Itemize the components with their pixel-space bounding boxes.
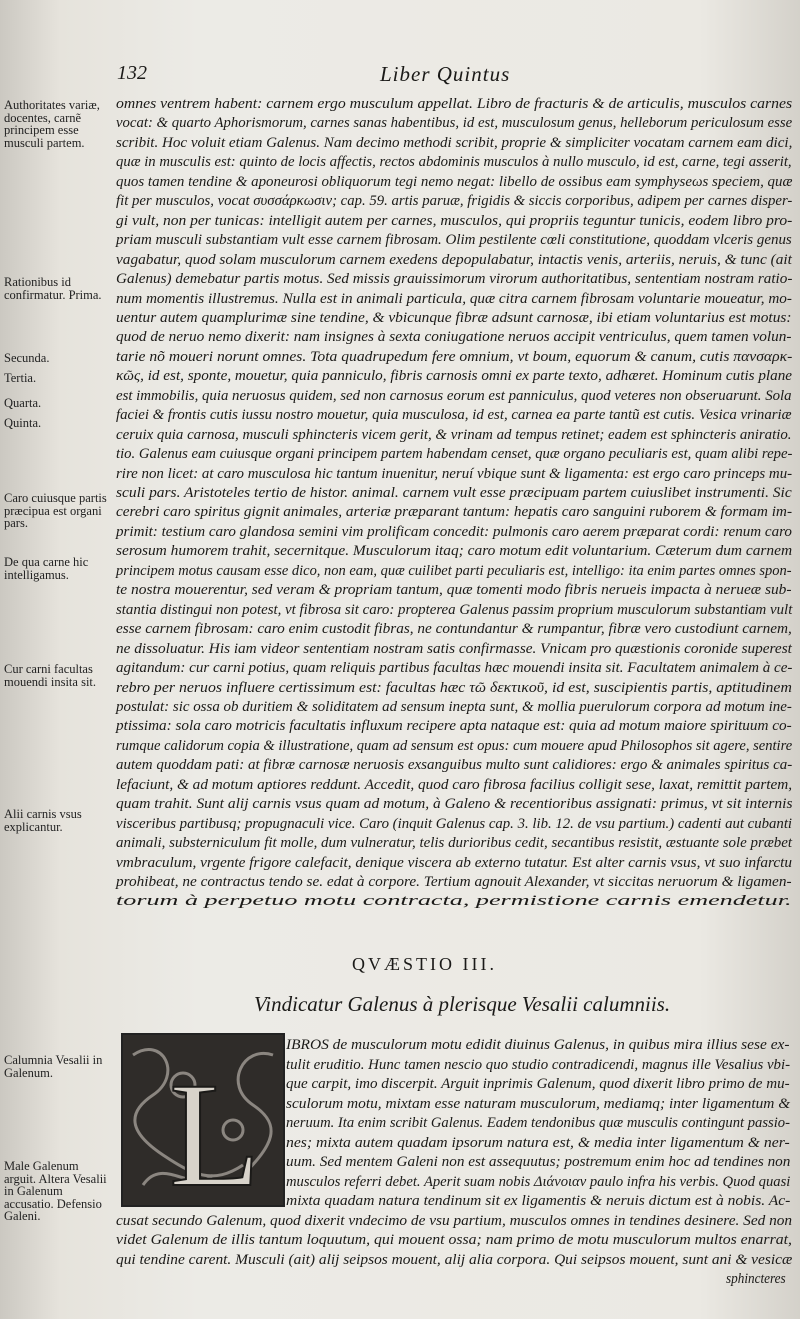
margin-note-fifth: Quinta. (4, 416, 42, 430)
text-line: Galenus) demebatur partis motus. Sed missis grauissimorum virorum authoritatibus, sententiam nostram ratio- (116, 270, 793, 288)
text-line: primit: testium caro glandosa semini vim prolificam concedit: pulmonis caro aerem præparat cordi: renum caro (116, 522, 792, 540)
text-line: lefaciunt, & ad motum aptiores reddunt. Accedit, quod caro fibrosa facilius colligit sese, laxat, remittit partem, (116, 775, 793, 793)
margin-note-caro-cuiusque: Caro cuiusque partis præcipua est organi pars. (4, 491, 107, 530)
text-line: rire non licet: at caro musculosa hic tantum inuenitur, neruí vbique sunt & ligamenta: est ergo caro princeps mu- (116, 464, 793, 482)
text-line: torum à perpetuo motu contracta, permistione carnis emendetur. (116, 892, 792, 910)
text-line: rebro per neruos influere certissimum est: facultas hæc τῶ δεκτικοῦ, id est, suscipientis partis, aptitudinem (116, 678, 792, 696)
text-line: sphincteres (726, 1270, 786, 1287)
text-line: mixta quadam natura tendinum sit ex ligamentis & neruis dictum est à nobis. Ac- (286, 1192, 791, 1209)
text-line: quæ in musculis est: quinto de locis affectis, rectos abdominis musculos à nullo musculo, id est, carne, tegi asserit, (116, 153, 792, 171)
text-line: vmbraculum, vrgente frigore calefacit, denique viscera ab externo tutatur. Est alter carnis vsus, vt suo infarctu (116, 853, 793, 871)
text-line: ceruix quia carnosa, musculi sphincteris vicem gerit, & vrinam ad tempus retinet; eadem est sphincteris aniratio. (116, 425, 792, 443)
margin-note-calumnia: Calumnia Vesalii in Galenum. (4, 1053, 103, 1080)
text-line: priam musculi substantiam vult esse carnem fibrosam. Olim pestilente cœli constitutione, quoddam vlceris genus (116, 231, 792, 249)
text-line: animali, substerniculum fit molle, dum vulneratur, telis durioribus cedit, secantibus resistit, æstuante sole præbet (116, 834, 793, 852)
text-line: nes; mixta autem quadam ipsorum natura est, & media inter ligamentum & ner- (286, 1133, 790, 1151)
text-line: serosum humorem trahit, secernitque. Musculorum itaq; caro motum edit voluntarium. Cæterum dum carnem (116, 542, 793, 560)
margin-note-second: Secunda. (4, 351, 50, 365)
text-line: cerebri caro spiritus gignit animales, arteriæ præparant tantum: hepatis caro sanguini ruborem & formam im- (116, 503, 793, 521)
text-line: cusat secundo Galenum, quod dixerit vndecimo de vsu partium, musculos omnes in tendines desinere. Sed non (116, 1211, 793, 1229)
text-line: faciei & frontis cutis iussu nostro mouetur, quia musculosa, id est, carnea ea parte tantũ est cutis. Vesica vrinariæ (116, 406, 792, 424)
text-line: ne dissoluatur. His iam videor sententiam nostram satis confirmasse. Vnicam pro quæstionis coronide superest (116, 639, 792, 657)
text-line: tio. Galenus eam cuiusque organi principem partem habendam censet, quæ organo peculiaris est, quam alibi repe- (116, 445, 793, 463)
text-line: postulat: sic ossa ob duritiem & soliditatem ad sensum inepta sunt, & mollia puerulorum corpora ad motum ine- (116, 697, 792, 715)
initial-letter: L (169, 1052, 261, 1205)
question-title: QVÆSTIO III. (352, 954, 497, 974)
margin-note-alii-carnis: Alii carnis vsus explicantur. (4, 807, 82, 834)
text-line: agitandum: cur carni potius, quam reliquis partibus facultas hæc mouendi insita sit. Facultatem animalem à ce- (116, 659, 793, 677)
margin-note-reasons: Rationibus id confirmatur. Prima. (4, 275, 102, 302)
text-line: num momentis illustremus. Nulla est in animali particula, quæ citra carnem fibrosam voluntarie moueatur, mo- (116, 289, 792, 307)
text-line: videt Galenum de illis tantum loquutum, qui mouent ossa; nam primo de motu musculorum multos enarrat, (116, 1231, 792, 1248)
text-line: uum. Sed mentem Galeni non est assequutus; postremum enim hoc ad tendines non (286, 1153, 791, 1170)
text-line: qui tendine carent. Musculi (ait) alij seipsos mouent, alij alia corpora. Qui seipsos mouent, sunt ani & vesicæ (116, 1250, 793, 1268)
text-line: quam trahit. Sunt alij carnis vsus quam ad motum, à Galeno & recentioribus assignati: primus, vt sit internis (116, 795, 793, 813)
text-line: rumque calidorum copia & illustratione, quam ad sensum est opus: cum mouere apud Philosophos sit agere, sentire (116, 736, 793, 754)
text-line: autem quoddam pati: at fibræ carnosæ neruosis exsanguibus multo sunt calidiores: ergo & animales spiritus ca- (116, 756, 793, 774)
margin-note-third: Tertia. (4, 371, 37, 385)
text-line: sculorum motu, mixtam esse naturam musculorum, mediamq; inter ligamentum & (286, 1094, 791, 1112)
text-line: prohibeat, ne contractus tendo se. edat à corpore. Tertium agnouit Alexander, vt siccitas neruorum & ligamen- (116, 873, 792, 890)
margin-note-cur-carni: Cur carni facultas mouendi insita sit. (4, 662, 97, 689)
text-line: omnes ventrem habent: carnem ergo musculum appellat. Libro de fracturis & de articulis, musculos carnes (116, 95, 793, 112)
margin-note-de-qua-carne: De qua carne hic intelligamus. (4, 555, 89, 582)
text-line: uentur autem quamplurimæ sine tendine, & vbicunque fibræ adsunt carnosæ, ibi etiam voluntarius est motus: (116, 308, 792, 326)
text-line: te nostra mouerentur, sed veram & propriam tantum, quæ tomenti modo fibris nerueis impacta à nerueæ sub- (116, 581, 792, 599)
margin-note-fourth: Quarta. (4, 396, 42, 410)
text-line: stantia distingui non potest, vt fibrosa sit caro: propterea Galenus passim proprium musculorum substantiam vult (116, 600, 793, 618)
text-line: vagabatur, quod solam musculorum carnem exedens depopulabatur, intactis venis, arteriis, neruis, & tunc (ait (116, 250, 792, 268)
text-line: visceribus partibusq; propugnaculi vice. Caro (inquit Galenus cap. 3. lib. 12. de vsu partium.) cadenti aut cubanti (116, 814, 793, 832)
page-number: 132 (117, 62, 147, 84)
margin-note-authorities: Authoritates variæ, docentes, carnẽ principem esse musculi partem. (4, 98, 100, 150)
text-line: κῶς, id est, sponte, mouetur, quia panniculo, fibris carnosis omni ex parte texto, adhæret. Hominum cutis plane (116, 367, 793, 385)
text-line: neruum. Ita enim scribit Galenus. Eadem tendonibus quæ musculis contingunt passio- (286, 1114, 790, 1131)
text-line: que carpit, imo discerpit. Arguit inprimis Galenum, quod dixerit libro primo de mu- (286, 1075, 790, 1092)
text-line: scribit. Hoc voluit etiam Galenus. Nam decimo methodi scribit, proprie & simpliciter vocatam carnem eam dici, (116, 133, 793, 151)
text-line: tulit eruditio. Hunc tamen nescio quo studio contradicendi, magnus ille Vesalius vbi- (286, 1055, 791, 1073)
text-line: principem motus causam esse dico, non eam, quæ cuilibet parti peculiaris est, intelligo: ita enim partes omnes spon- (116, 561, 792, 579)
margin-note-male-galenum: Male Galenum arguit. Altera Vesalii in Galenum accusatio. Defensio Galeni. (4, 1159, 107, 1223)
text-line: fit per musculos, vocat συσσάρκωσιν; cap. 59. artis paruæ, frigidis & siccis corporibus, adipem per carnes disper- (116, 192, 793, 210)
text-line: IBROS de musculorum motu edidit diuinus Galenus, in quibus mira illius sese ex- (286, 1036, 790, 1053)
text-line: sculi pars. Aristoteles tertio de histor. animal. carnem vult esse præcipuam partem cuiuslibet instrumenti. Sic (116, 484, 792, 501)
question-subtitle: Vindicatur Galenus à plerisque Vesalii calumniis. (254, 992, 671, 1016)
decorated-initial (121, 1033, 285, 1207)
text-line: est immobilis, quia neruosus quidem, sed non carnosus eorum est panniculus, quod veteres non obseruarunt. Sola (116, 386, 792, 404)
text-line: quos tamen tendine & aponeurosi obliquorum tegi nemo negat: libello de ossibus eam symphyseωs speciem, quæ (116, 172, 793, 190)
text-line: esse carnem fibrosam: caro enim custodit fibras, ne contundantur & rumpantur, fibræ vero custodiunt carnem, (116, 620, 792, 638)
text-line: vocat: & quarto Aphorismorum, carnes sanas habentibus, id est, musculosum genus, helleborum periculosum esse (116, 114, 793, 132)
running-title: Liber Quintus (380, 62, 511, 86)
text-line: tarie nõ moueri norunt omnes. Tota quadrupedum fere omnium, vt boum, equorum & canum, cutis πανσαρκ- (116, 347, 793, 365)
text-line: gi vult, non per tunicas: intelligit autem per carnes, musculos, qui propriis teguntur tunicis, eodem libro pro- (116, 211, 793, 229)
text-line: quod de neruo nemo dixerit: nam insignes à sexta coniugatione neruos accipit ventriculus, quem tamen volun- (116, 328, 792, 346)
text-line: ptissima: sola caro motricis facultatis influxum recipere apta nataque est: quia ad motum maiore spirituum co- (116, 717, 792, 735)
text-line: musculos referri debet. Aperit suam nobis Διάνοιαν paulo infra his verbis. Quod quasi (286, 1172, 791, 1190)
page-header (0, 58, 800, 88)
